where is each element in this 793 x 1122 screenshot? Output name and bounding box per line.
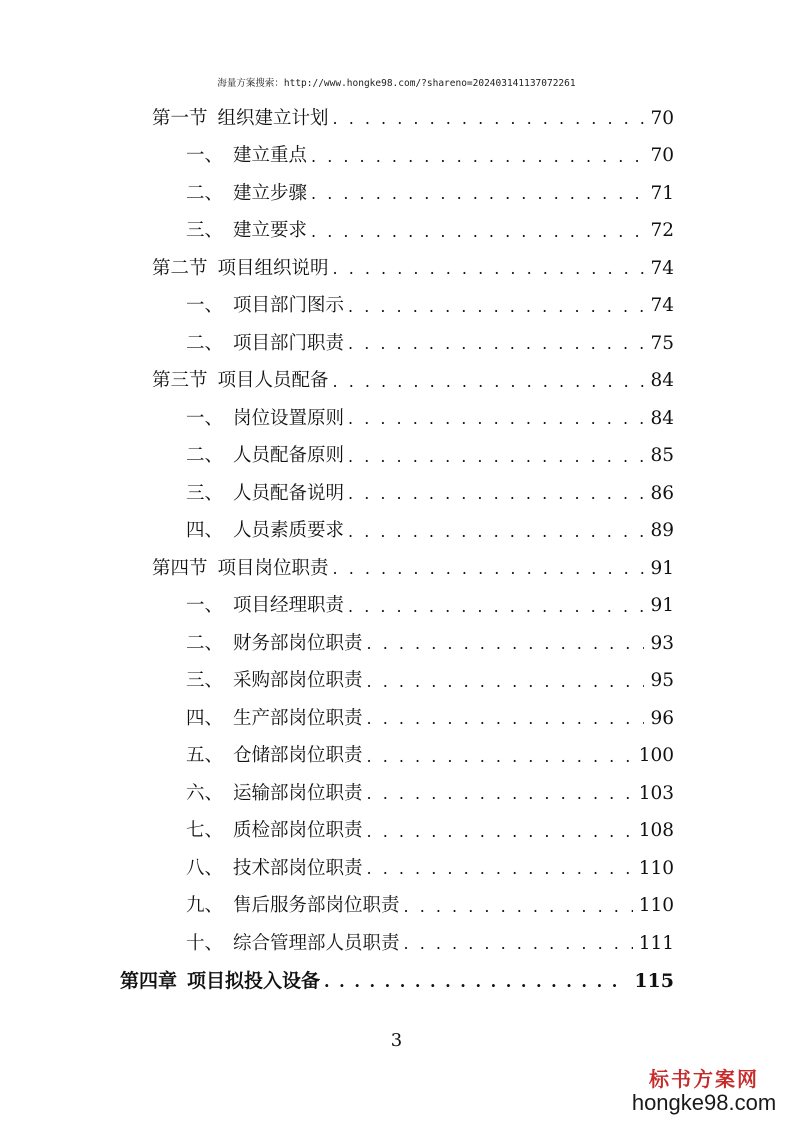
toc-entry-number: 七、 xyxy=(186,820,224,842)
toc-entry[interactable] xyxy=(186,440,674,474)
toc-entry-page: 96 xyxy=(650,707,674,729)
toc-entry-number: 五、 xyxy=(186,745,224,767)
toc-entry-page: 110 xyxy=(638,857,674,879)
toc-entry-number: 九、 xyxy=(186,895,224,917)
toc-entry[interactable] xyxy=(186,515,674,549)
toc-entry[interactable] xyxy=(186,815,674,849)
toc-entry[interactable] xyxy=(186,665,674,699)
toc-entry-title: 项目部门图示 xyxy=(233,295,345,317)
toc-entry-page: 115 xyxy=(634,970,674,992)
toc-entry-number: 六、 xyxy=(186,782,224,804)
toc-entry-page: 72 xyxy=(650,220,674,242)
toc-chapter-entry[interactable] xyxy=(120,965,674,999)
toc-entry-title: 项目人员配备 xyxy=(217,370,329,392)
toc-entry[interactable] xyxy=(186,740,674,774)
search-header-line: 海量方案搜索：http://www.hongke98.com/?shareno=202403141137072261 xyxy=(217,78,576,89)
toc-entry-page: 110 xyxy=(638,895,674,917)
toc-dot-leader xyxy=(348,599,644,615)
toc-entry-number: 一、 xyxy=(186,595,224,617)
toc-entry-number: 第三节 xyxy=(152,370,208,392)
toc-entry-page: 91 xyxy=(650,595,674,617)
toc-entry-number: 八、 xyxy=(186,857,224,879)
toc-dot-leader xyxy=(367,711,644,727)
toc-dot-leader xyxy=(367,786,633,802)
toc-entry-page: 85 xyxy=(650,445,674,467)
toc-entry-page: 75 xyxy=(650,332,674,354)
toc-dot-leader xyxy=(348,449,644,465)
toc-entry-number: 一、 xyxy=(186,145,224,167)
toc-entry-title: 项目岗位职责 xyxy=(217,557,329,579)
toc-dot-leader xyxy=(367,749,633,765)
toc-entry-number: 二、 xyxy=(186,182,224,204)
toc-dot-leader xyxy=(311,186,644,202)
toc-entry-title: 项目组织说明 xyxy=(217,257,329,279)
toc-dot-leader xyxy=(311,149,644,165)
brand-watermark xyxy=(629,1063,779,1116)
toc-entry-page: 70 xyxy=(650,107,674,129)
toc-entry-number: 四、 xyxy=(186,520,224,542)
toc-entry-number: 二、 xyxy=(186,445,224,467)
toc-dot-leader xyxy=(333,561,644,577)
toc-entry[interactable] xyxy=(186,890,674,924)
toc-entry[interactable] xyxy=(186,852,674,886)
toc-entry[interactable] xyxy=(186,477,674,511)
toc-entry-page: 100 xyxy=(638,745,674,767)
toc-entry[interactable] xyxy=(186,777,674,811)
toc-entry-number: 二、 xyxy=(186,632,224,654)
toc-entry-title: 人员配备原则 xyxy=(233,445,345,467)
toc-dot-leader xyxy=(348,524,644,540)
toc-entry-title: 生产部岗位职责 xyxy=(233,707,363,729)
toc-entry[interactable] xyxy=(152,102,674,136)
toc-entry[interactable] xyxy=(186,215,674,249)
toc-entry-number: 三、 xyxy=(186,220,224,242)
toc-dot-leader xyxy=(324,974,628,990)
toc-entry-page: 84 xyxy=(650,370,674,392)
toc-dot-leader xyxy=(348,299,644,315)
toc-entry-page: 74 xyxy=(650,295,674,317)
toc-dot-leader xyxy=(348,336,644,352)
toc-entry-title: 质检部岗位职责 xyxy=(233,820,363,842)
toc-entry-title: 财务部岗位职责 xyxy=(233,632,363,654)
toc-entry-number: 第二节 xyxy=(152,257,208,279)
toc-entry-title: 运输部岗位职责 xyxy=(233,782,363,804)
toc-entry-page: 71 xyxy=(650,182,674,204)
toc-entry-number: 四、 xyxy=(186,707,224,729)
toc-entry-title: 人员素质要求 xyxy=(233,520,345,542)
toc-entry[interactable] xyxy=(152,365,674,399)
toc-entry-number: 第四节 xyxy=(152,557,208,579)
toc-entry-page: 93 xyxy=(650,632,674,654)
toc-entry-title: 建立要求 xyxy=(233,220,308,242)
toc-entry-number: 第一节 xyxy=(152,107,208,129)
toc-entry[interactable] xyxy=(186,327,674,361)
toc-entry-number: 一、 xyxy=(186,295,224,317)
toc-dot-leader xyxy=(311,224,644,240)
toc-entry-page: 103 xyxy=(638,782,674,804)
toc-entry-number: 三、 xyxy=(186,670,224,692)
toc-entry-number: 三、 xyxy=(186,482,224,504)
toc-dot-leader xyxy=(367,674,644,690)
watermark-brand-cn: 标书方案网 xyxy=(649,1067,759,1091)
toc-entry-page: 86 xyxy=(650,482,674,504)
watermark-brand-url: hongke98.com xyxy=(631,1090,777,1115)
toc-entry-page: 74 xyxy=(650,257,674,279)
toc-entry[interactable] xyxy=(186,402,674,436)
toc-dot-leader xyxy=(348,411,644,427)
toc-entry-title: 建立步骤 xyxy=(233,182,308,204)
toc-entry-title: 岗位设置原则 xyxy=(233,407,345,429)
toc-entry[interactable] xyxy=(186,290,674,324)
toc-entry-page: 89 xyxy=(650,520,674,542)
toc-entry[interactable] xyxy=(186,140,674,174)
toc-entry-page: 70 xyxy=(650,145,674,167)
toc-entry[interactable] xyxy=(186,702,674,736)
toc-dot-leader xyxy=(333,111,644,127)
toc-entry-number: 一、 xyxy=(186,407,224,429)
toc-entry[interactable] xyxy=(186,627,674,661)
toc-entry-title: 综合管理部人员职责 xyxy=(233,932,400,954)
toc-dot-leader xyxy=(333,261,644,277)
toc-entry[interactable] xyxy=(186,177,674,211)
toc-entry-title: 采购部岗位职责 xyxy=(233,670,363,692)
toc-dot-leader xyxy=(348,486,644,502)
page-number: 3 xyxy=(390,1030,403,1051)
toc-entry-page: 111 xyxy=(638,932,674,954)
toc-entry[interactable] xyxy=(186,590,674,624)
toc-entry[interactable] xyxy=(152,252,674,286)
toc-entry-title: 人员配备说明 xyxy=(233,482,345,504)
toc-entry-number: 十、 xyxy=(186,932,224,954)
toc-entry-title: 建立重点 xyxy=(233,145,308,167)
toc-entry-title: 仓储部岗位职责 xyxy=(233,745,363,767)
toc-entry-title: 技术部岗位职责 xyxy=(233,857,363,879)
toc-entry-number: 第四章 xyxy=(120,970,178,992)
toc-entry-title: 售后服务部岗位职责 xyxy=(233,895,400,917)
toc-entry[interactable] xyxy=(152,552,674,586)
toc-entry-title: 项目经理职责 xyxy=(233,595,345,617)
toc-dot-leader xyxy=(404,936,633,952)
toc-entry-page: 84 xyxy=(650,407,674,429)
toc-dot-leader xyxy=(367,824,633,840)
toc-entry-number: 二、 xyxy=(186,332,224,354)
toc-entry-page: 91 xyxy=(650,557,674,579)
toc-entry-page: 95 xyxy=(650,670,674,692)
toc-dot-leader xyxy=(367,861,633,877)
toc-entry-title: 项目部门职责 xyxy=(233,332,345,354)
toc-dot-leader xyxy=(367,636,644,652)
toc-entry-page: 108 xyxy=(638,820,674,842)
toc-dot-leader xyxy=(404,899,633,915)
toc-entry-title: 组织建立计划 xyxy=(217,107,329,129)
toc-entry[interactable] xyxy=(186,927,674,961)
toc-entry-title: 项目拟投入设备 xyxy=(187,970,321,992)
toc-dot-leader xyxy=(333,374,644,390)
